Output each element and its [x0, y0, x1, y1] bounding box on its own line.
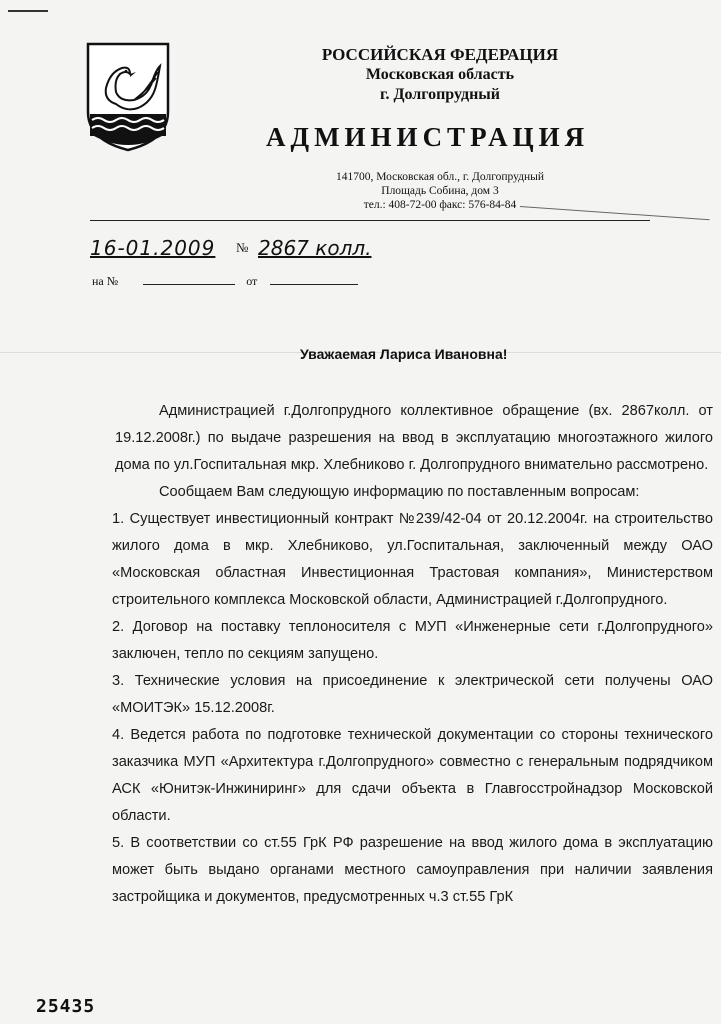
reply-number-blank — [143, 274, 235, 285]
list-item: 3. Технические условия на присоединение к электрической сети получены ОАО «МОИТЭК» 15.12.2008г. — [112, 673, 713, 716]
reply-to-label: на № — [92, 274, 119, 288]
list-item: 1. Существует инвестиционный контракт №239/42-04 от 20.12.2004г. на строительство жилого дома в мкр. Хлебниково, ул.Госпитальная, заключенный между ОАО «Московская областная Инвестиционная Трастовая компания», Министерством строительного комплекса Московской области, Администрацией г.Долгопрудного. — [112, 511, 713, 608]
letterhead — [300, 44, 580, 105]
list-item: 4. Ведется работа по подготовке технической документации со стороны технического заказчика МУП «Архитектура г.Долгопрудного» совместно с генеральным подрядчиком АСК «Юнитэк-Инжиниринг» для сдачи объекта в Главгосстройнадзор Московской области. — [112, 727, 713, 824]
address-line-2: Площадь Собина, дом 3 — [381, 185, 499, 197]
reference-number-label: № — [236, 240, 249, 255]
reply-from-label: от — [246, 274, 258, 288]
letter-salutation: Уважаемая Лариса Ивановна! — [300, 346, 508, 362]
handwritten-reference-number: 2867 колл. — [258, 236, 372, 260]
city-coat-of-arms-icon — [86, 42, 170, 152]
letterhead-region: Московская область — [365, 66, 515, 83]
body-paragraph: Сообщаем Вам следующую информацию по поставленным вопросам: — [159, 484, 640, 500]
letter-body — [112, 398, 713, 911]
body-paragraph: Администрацией г.Долгопрудного коллективное обращение (вх. 2867колл. от 19.12.2008г.) по выдаче разрешения на ввод в эксплуатацию многоэтажного жилого дома по ул.Госпитальная мкр. Хлебниково г. Долгопрудного внимательно рассмотрено. — [115, 403, 713, 473]
handwritten-date: 16-01.2009 — [90, 236, 216, 260]
address-line-3: тел.: 408-72-00 факс: 576-84-84 — [363, 199, 517, 211]
list-item: 2. Договор на поставку теплоносителя с МУП «Инженерные сети г.Долгопрудного» заключен, тепло по секциям запущено. — [112, 619, 713, 662]
list-item: 5. В соответствии со ст.55 ГрК РФ разрешение на ввод жилого дома в эксплуатацию может быть выдано органами местного самоуправления при наличии заявления застройщика и документов, предусмотренных ч.3 ст.55 ГрК — [112, 835, 713, 905]
letterhead-organization: АДМИНИСТРАЦИЯ — [266, 122, 590, 152]
page-number: 25435 — [36, 996, 96, 1017]
reply-date-blank — [270, 274, 358, 285]
scan-artifact-line — [520, 206, 710, 220]
address-line-1: 141700, Московская обл., г. Долгопрудный — [335, 171, 545, 183]
letterhead-address — [310, 170, 570, 212]
header-divider — [90, 220, 650, 221]
scan-artifact-mark — [8, 10, 48, 12]
reply-reference-line — [92, 274, 358, 289]
letterhead-country: РОССИЙСКАЯ ФЕДЕРАЦИЯ — [321, 45, 559, 64]
letterhead-city: г. Долгопрудный — [379, 86, 501, 103]
